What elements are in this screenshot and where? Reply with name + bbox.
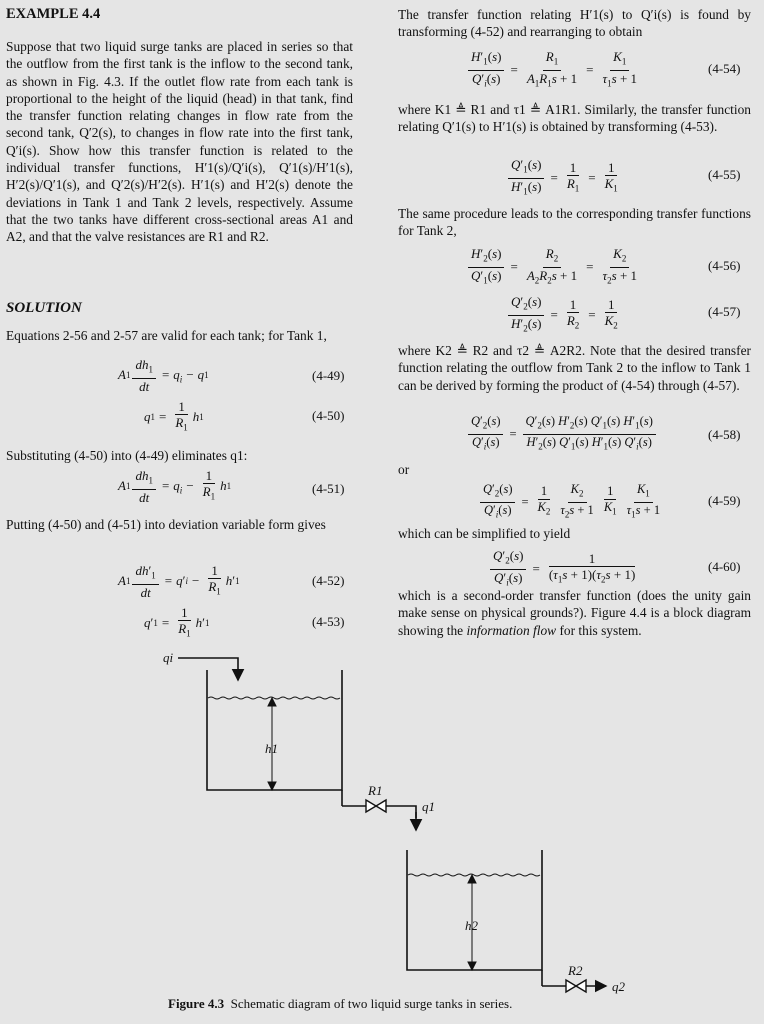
example-heading: EXAMPLE 4.4: [6, 6, 101, 22]
label-h2: h2: [465, 918, 478, 933]
tank-2: [407, 850, 542, 970]
equation-4-55: $\frac{Q'_1(s)}{H'_1(s)}$ = $\frac{1}{R_1}$ = $\frac{1}{K_1}$: [506, 157, 623, 199]
label-r1: R1: [368, 783, 383, 798]
deviation-text: Putting (4-50) and (4-51) into deviation variable form gives: [6, 517, 326, 532]
label-h1: h1: [265, 741, 278, 756]
right-paragraph-6: [398, 587, 751, 639]
eq-number-4-56: (4-56): [708, 258, 741, 273]
right-paragraph-1: The transfer function relating H′1(s) to Q′i(s) is found by transforming (4-52) and rearranging to obtain: [398, 7, 751, 40]
tank-1: [207, 670, 342, 790]
eq-number-4-52: (4-52): [312, 573, 345, 588]
figure-caption-text: Schematic diagram of two liquid surge tanks in series.: [230, 996, 513, 1011]
tank-1-liquid-surface: [208, 697, 340, 699]
substitution-text: Substituting (4-50) into (4-49) eliminates q1:: [6, 448, 248, 463]
figure-caption: [168, 996, 512, 1012]
tank-2-liquid-surface: [408, 874, 540, 876]
eq-number-4-58: (4-58): [708, 427, 741, 442]
equation-4-59: $\frac{Q'_2(s)}{Q'_i(s)}$ = $\frac{1}{K_2}$ $\frac{K_2}{\tau_2s + 1}$ $\frac{1}{K_1}$ $\frac{K_1}{\tau_1s + 1}$: [478, 482, 665, 522]
right-paragraph-3: The same procedure leads to the corresponding transfer functions for Tank 2,: [398, 206, 751, 239]
equation-4-51: A 1 $\frac{dh_1}{dt}$ = $q_i$ − $\frac{1}{R_1}$ h 1: [118, 468, 232, 505]
or-text: or: [398, 462, 410, 477]
tank-1-discharge-pipe: [386, 806, 416, 818]
eq-number-4-60: (4-60): [708, 559, 741, 574]
two-tank-diagram: [0, 640, 764, 1000]
right-paragraph-5: which can be simplified to yield: [398, 526, 571, 541]
label-r2: R2: [568, 963, 583, 978]
equation-4-49: A 1 $\frac{dh_1}{dt}$ = $q_i$ − q 1: [118, 357, 209, 394]
equation-4-57: $\frac{Q'_2(s)}{H'_2(s)}$ = $\frac{1}{R_2}$ = $\frac{1}{K_2}$: [506, 294, 623, 336]
label-qi: qi: [163, 650, 174, 665]
equation-4-58: $\frac{Q'_2(s)}{Q'_i(s)}$ = $\frac{Q'_2(s) H'_2(s) Q'_1(s) H'_1(s)}{H'_2(s) Q'_1(s) H'_1(s) Q'_i(s)}$: [466, 414, 658, 454]
equation-4-56: $\frac{H'_2(s)}{Q'_1(s)}$ = $\frac{R_2}{A_2R_2s + 1}$ = $\frac{K_2}{\tau_2s + 1}$: [466, 246, 642, 288]
equation-4-54: $\frac{H'_1(s)}{Q'_i(s)}$ = $\frac{R_1}{A_1R_1s + 1}$ = $\frac{K_1}{\tau_1s + 1}$: [466, 49, 642, 91]
right-paragraph-4: where K2 ≜ R2 and τ2 ≜ A2R2. Note that the desired transfer function relating the outflow from Tank 2 to the inflow to Tank 1 can be derived by forming the product of (4-54) through (4-57).: [398, 343, 751, 393]
eq-number-4-51: (4-51): [312, 481, 345, 496]
eq-number-4-57: (4-57): [708, 304, 741, 319]
label-q2: q2: [612, 979, 625, 994]
p6-text-a: which is a second-order transfer function (does the unity gain make sense on physical grounds?). Figure 4.4 is a block diagram showing the: [398, 588, 751, 638]
valve-r2: [566, 980, 586, 992]
eq-number-4-55: (4-55): [708, 167, 741, 182]
equation-4-52: A 1 $\frac{dh'_1}{dt}$ = q ′ i − $\frac{1}{R_1}$ h ′ 1: [118, 563, 240, 600]
eq-number-4-49: (4-49): [312, 368, 345, 383]
eq-number-4-54: (4-54): [708, 61, 741, 76]
solution-heading: SOLUTION: [6, 300, 82, 316]
eq-number-4-50: (4-50): [312, 408, 345, 423]
equation-4-50: q 1 = $\frac{1}{R_1}$ h 1: [144, 399, 204, 433]
eq-number-4-59: (4-59): [708, 493, 741, 508]
equation-4-60: $\frac{Q'_2(s)}{Q'_i(s)}$ = $\frac{1}{(\tau_1s + 1)(\tau_2s + 1)}$: [488, 548, 640, 590]
label-q1: q1: [422, 799, 435, 814]
problem-statement: Suppose that two liquid surge tanks are placed in series so that the outflow from the first tank is the inflow to the second tank, as shown in Fig. 4.3. If the outlet flow rate from each tank is proportional to the height of the liquid (head) in that tank, find the transfer function relating changes in flow rate from the second tank, Q′2(s), to changes in flow rate into the first tank, Q′i(s). Show how this transfer function is related to the individual transfer functions, H′1(s)/Q′i(s), Q′1(s)/H′1(s), H′2(s)/Q′1(s), and Q′2(s)/H′2(s). H′1(s) and H′2(s) denote the deviations in Tank 1 and Tank 2 levels, respectively. Assume that the two tanks have different cross-sectional areas A1 and A2, and that the valve resistances are R1 and R2.: [6, 39, 353, 245]
eq-number-4-53: (4-53): [312, 614, 345, 629]
figure-label: Figure 4.3: [168, 996, 225, 1011]
valve-r1: [366, 800, 386, 812]
solution-intro: Equations 2-56 and 2-57 are valid for each tank; for Tank 1,: [6, 328, 327, 343]
inlet-pipe: [178, 658, 238, 678]
right-paragraph-2: where K1 ≜ R1 and τ1 ≜ A1R1. Similarly, the transfer function relating Q′1(s) to H′1(s) is obtained by transforming (4-53).: [398, 102, 751, 135]
p6-emphasis: information flow: [466, 622, 557, 638]
p6-text-b: for this system.: [556, 622, 642, 638]
equation-4-53: q ′ 1 = $\frac{1}{R_1}$ h ′ 1: [144, 605, 210, 639]
